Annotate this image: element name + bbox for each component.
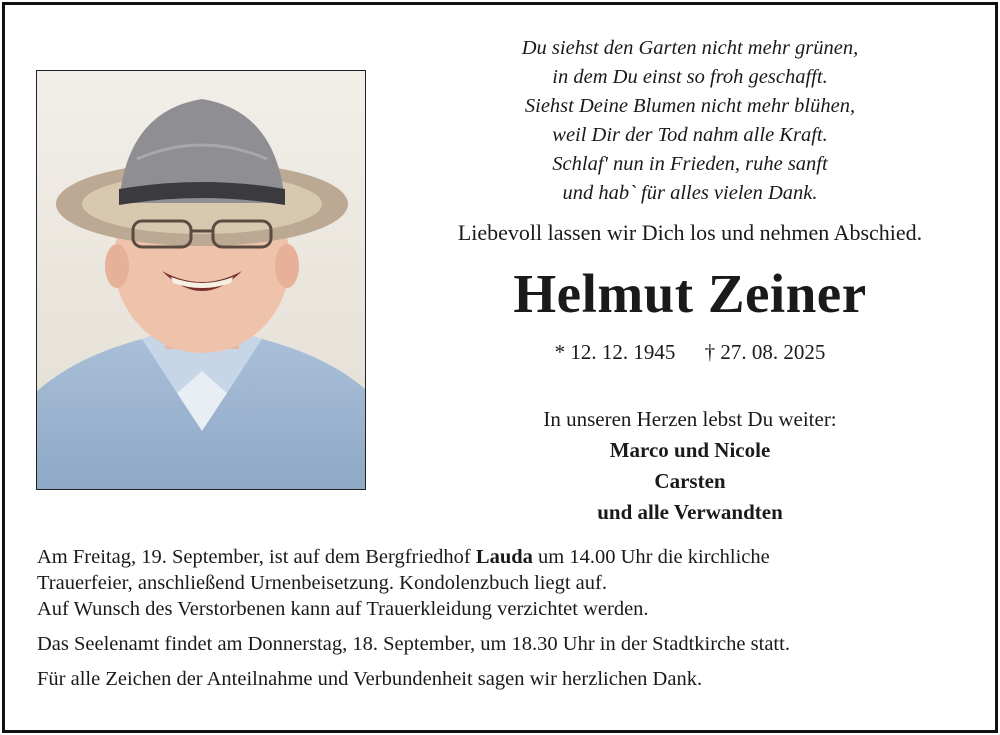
deceased-name: Helmut Zeiner (513, 263, 867, 324)
notice-line: Auf Wunsch des Verstorbenen kann auf Trauerkleidung verzichtet werden. (37, 598, 649, 620)
portrait-photo (36, 70, 366, 490)
service-notice (37, 544, 987, 692)
notice-line (37, 544, 987, 570)
mourner-name: Carsten (654, 469, 726, 493)
mourners-block (380, 404, 1000, 528)
mourner-name: Marco und Nicole (609, 438, 771, 462)
life-dates (380, 340, 1000, 365)
poem-line: weil Dir der Tod nahm alle Kraft. (552, 124, 828, 146)
notice-text: um 14.00 Uhr die kirchliche (532, 546, 770, 568)
poem-line: Du siehst den Garten nicht mehr grünen, (521, 37, 859, 59)
mourner-name: und alle Verwandten (597, 500, 783, 524)
poem-line: in dem Du einst so froh geschafft. (552, 66, 828, 88)
notice-line: Trauerfeier, anschließend Urnenbeisetzung. Kondolenzbuch liegt auf. (37, 572, 607, 594)
poem-line: Siehst Deine Blumen nicht mehr blühen, (524, 95, 856, 117)
memorial-poem (390, 34, 990, 208)
birth-date: * 12. 12. 1945 (554, 340, 676, 364)
mourners-intro: In unseren Herzen lebst Du weiter: (543, 407, 837, 431)
poem-line: und hab` für alles vielen Dank. (562, 182, 818, 204)
notice-line: Das Seelenamt findet am Donnerstag, 18. September, um 18.30 Uhr in der Stadtkirche statt. (37, 633, 790, 655)
death-date: † 27. 08. 2025 (704, 340, 826, 364)
farewell-line: Liebevoll lassen wir Dich los und nehmen Abschied. (457, 220, 923, 245)
notice-line: Für alle Zeichen der Anteilnahme und Verbundenheit sagen wir herzlichen Dank. (37, 668, 703, 690)
poem-line: Schlaf' nun in Frieden, ruhe sanft (552, 153, 828, 175)
notice-text: Am Freitag, 19. September, ist auf dem Bergfriedhof (37, 546, 476, 568)
location-name: Lauda (475, 546, 533, 568)
